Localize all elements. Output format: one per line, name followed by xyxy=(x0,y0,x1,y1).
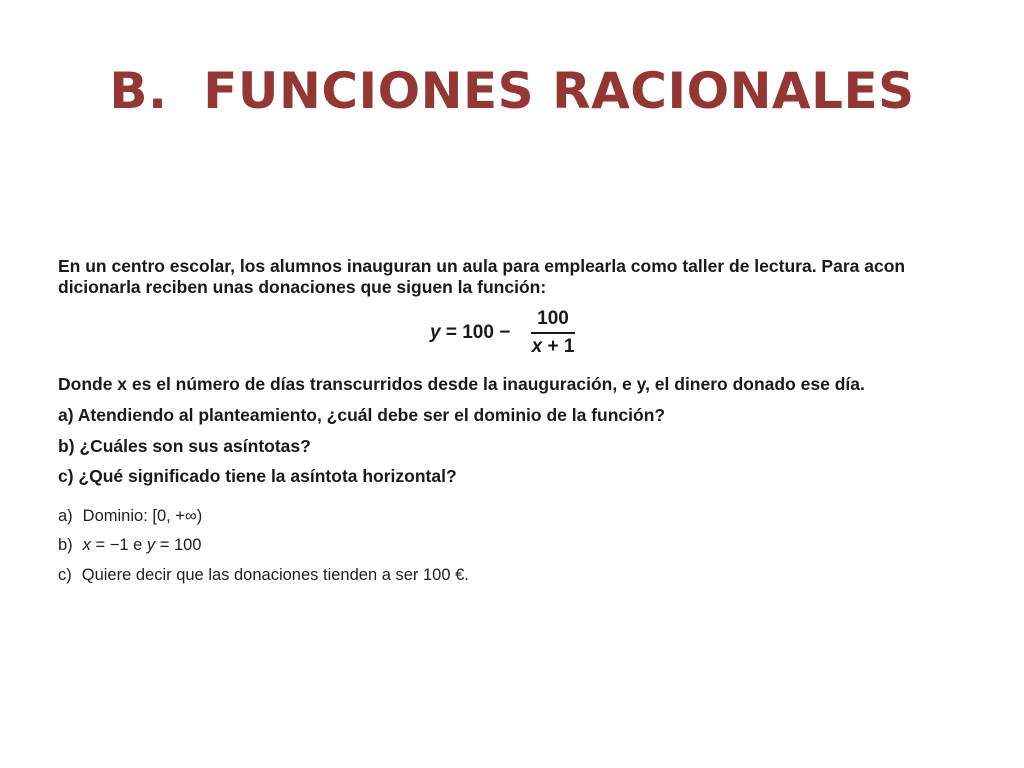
formula-lhs: y xyxy=(430,322,441,343)
fraction-numerator: 100 xyxy=(531,308,575,334)
answer-a-text: Dominio: [0, +∞) xyxy=(82,507,203,525)
problem-line-1: En un centro escolar, los alumnos inauguran un aula para emplearla como taller de lectura. Para acon xyxy=(58,256,906,276)
answer-c-label: c) xyxy=(58,566,72,584)
slide-title: B. FUNCIONES RACIONALES xyxy=(109,62,915,120)
question-c: c) ¿Qué significado tiene la asíntota horizontal? xyxy=(58,466,457,486)
answer-a xyxy=(58,507,202,526)
answer-a-label: a) xyxy=(58,507,73,525)
denominator-rest: + 1 xyxy=(542,336,575,357)
problem-statement xyxy=(58,256,1024,298)
answer-b-mid: = −1 e xyxy=(90,536,147,554)
answer-c xyxy=(58,566,469,585)
answer-c-text: Quiere decir que las donaciones tienden a ser 100 €. xyxy=(81,566,469,584)
formula-equals: = 100 − xyxy=(440,322,516,343)
formula-fraction xyxy=(526,308,581,358)
question-a: a) Atendiendo al planteamiento, ¿cuál debe ser el dominio de la función? xyxy=(58,405,666,425)
problem-line-2: dicionarla reciben unas donaciones que siguen la función: xyxy=(58,277,547,297)
function-formula xyxy=(430,308,580,358)
answer-b-end: = 100 xyxy=(155,536,202,554)
answer-b-y: y xyxy=(146,536,156,554)
answer-b-label: b) xyxy=(58,536,73,554)
denominator-variable: x xyxy=(531,336,543,357)
question-b: b) ¿Cuáles son sus asíntotas? xyxy=(58,436,311,456)
answer-b xyxy=(58,536,201,555)
answer-b-x: x xyxy=(82,536,91,554)
fraction-denominator xyxy=(526,334,581,358)
variables-statement: Donde x es el número de días transcurridos desde la inauguración, e y, el dinero donado ese día. xyxy=(58,374,865,394)
